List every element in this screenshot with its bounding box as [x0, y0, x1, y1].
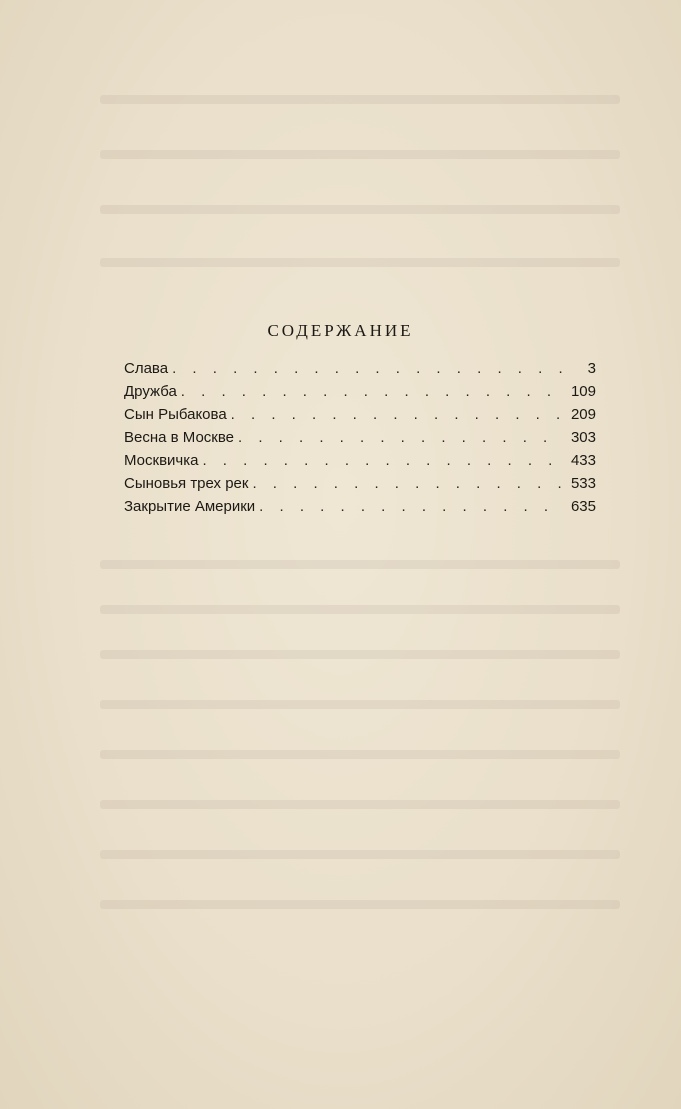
dot-leader	[259, 498, 562, 515]
dot-leader	[231, 406, 562, 423]
toc-entry-title: Закрытие Америки	[124, 498, 256, 515]
show-through-line	[100, 650, 620, 659]
toc-entry-page: 209	[570, 406, 596, 423]
toc-entry-page: 533	[570, 475, 596, 492]
show-through-line	[100, 900, 620, 909]
page-title: СОДЕРЖАНИЕ	[267, 321, 414, 340]
toc-entry	[124, 406, 596, 429]
toc-entry-page: 433	[570, 452, 596, 469]
toc-entry-title: Слава	[124, 360, 169, 377]
toc-entry	[124, 429, 596, 452]
toc-entry	[124, 498, 596, 521]
show-through-line	[100, 95, 620, 104]
toc-entry-title: Москвичка	[124, 452, 199, 469]
show-through-line	[100, 560, 620, 569]
show-through-line	[100, 850, 620, 859]
show-through-line	[100, 258, 620, 267]
toc-entry	[124, 383, 596, 406]
show-through-line	[100, 605, 620, 614]
show-through-line	[100, 700, 620, 709]
dot-leader	[252, 475, 562, 492]
dot-leader	[181, 383, 562, 400]
show-through-line	[100, 750, 620, 759]
toc-entry-page: 3	[587, 360, 596, 377]
toc-entry-page: 635	[570, 498, 596, 515]
toc-entry	[124, 475, 596, 498]
toc-entry-title: Сын Рыбакова	[124, 406, 227, 423]
toc-entry	[124, 360, 596, 383]
table-of-contents	[124, 360, 596, 521]
show-through-line	[100, 205, 620, 214]
show-through-line	[100, 150, 620, 159]
toc-entry-title: Весна в Москве	[124, 429, 234, 446]
dot-leader	[202, 452, 562, 469]
toc-entry-page: 109	[570, 383, 596, 400]
dot-leader	[172, 360, 562, 377]
toc-entry-title: Дружба	[124, 383, 177, 400]
toc-entry	[124, 452, 596, 475]
toc-entry-title: Сыновья трех рек	[124, 475, 249, 492]
toc-entry-page: 303	[570, 429, 596, 446]
show-through-line	[100, 800, 620, 809]
dot-leader	[238, 429, 562, 446]
